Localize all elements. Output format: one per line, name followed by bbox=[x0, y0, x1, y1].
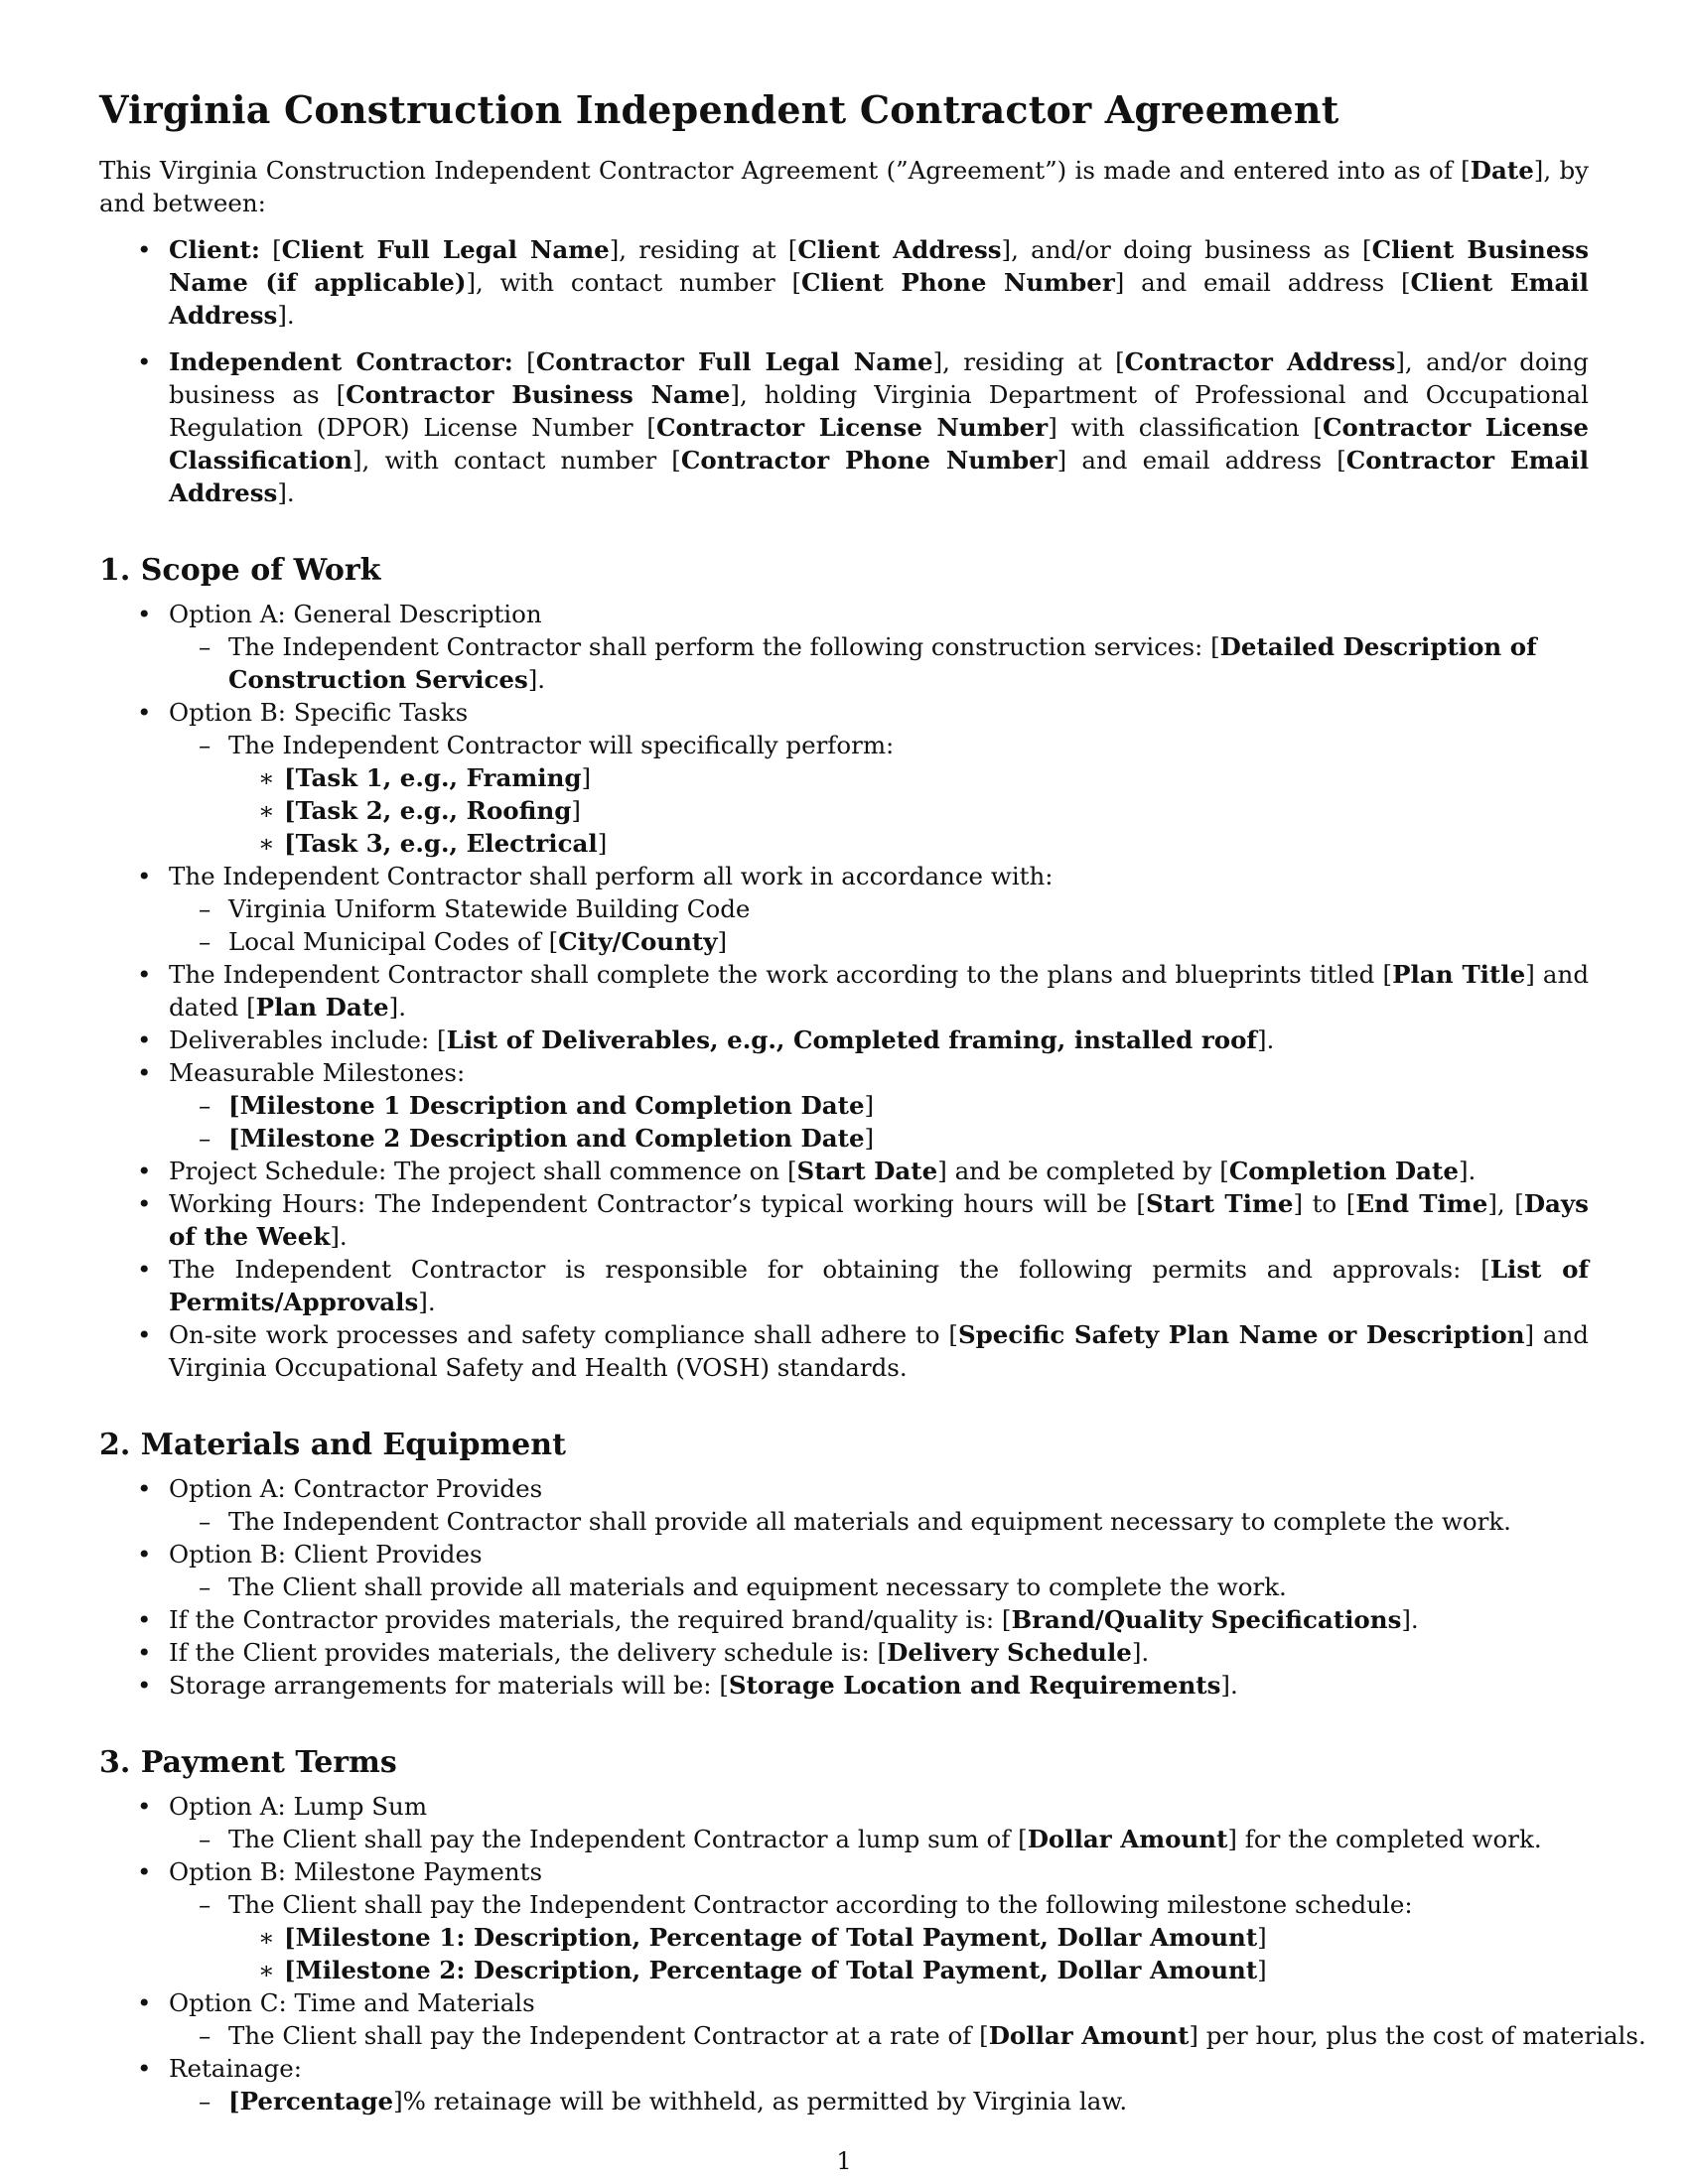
list-item: • The Independent Contractor is responsible for obtaining the following permits and approvals: [List of Permits/Approvals]. bbox=[99, 1253, 1589, 1318]
parties-list bbox=[99, 233, 1589, 509]
list-item: • On-site work processes and safety compliance shall adhere to [Specific Safety Plan Name or Description] and Virginia Occupational Safety and Health (VOSH) standards. bbox=[99, 1318, 1589, 1384]
payment-milestone-item: ∗ [Milestone 1: Description, Percentage of Total Payment, Dollar Amount] bbox=[228, 1921, 1589, 1954]
list-item: • If the Contractor provides materials, the required brand/quality is: [Brand/Quality Specifications]. bbox=[99, 1603, 1589, 1636]
task-item: ∗ [Task 2, e.g., Roofing] bbox=[228, 794, 1589, 827]
list-item: – The Independent Contractor shall provide all materials and equipment necessary to complete the work. bbox=[167, 1505, 1589, 1538]
list-item: • Option B: Specific Tasks – The Independent Contractor will specifically perform: ∗ [Task 1, e.g., Framing] ∗ [Task 2, e.g., Roofing] ∗ [Task 3, e.g., Electrical] bbox=[99, 696, 1589, 860]
task-item: ∗ [Task 1, e.g., Framing] bbox=[228, 761, 1589, 794]
list-item: – The Independent Contractor shall perform the following construction services: [Detailed Description of Construction Services]. bbox=[167, 630, 1589, 696]
list-item: • Option B: Client Provides – The Client shall provide all materials and equipment necessary to complete the work. bbox=[99, 1538, 1589, 1603]
milestone-item: – [Milestone 1 Description and Completion Date] bbox=[167, 1089, 1589, 1122]
document-page bbox=[99, 87, 1646, 2117]
list-item: • The Independent Contractor shall perform all work in accordance with: – Virginia Uniform Statewide Building Code – Local Municipal Codes of [City/County] bbox=[99, 860, 1589, 958]
list-item: • Retainage: – [Percentage]% retainage will be withheld, as permitted by Virginia law. bbox=[99, 2052, 1589, 2117]
list-item: • Option C: Time and Materials – The Client shall pay the Independent Contractor at a rate of [Dollar Amount] per hour, plus the cost of materials. bbox=[99, 1986, 1589, 2052]
materials-list bbox=[99, 1472, 1589, 1702]
list-item: – The Client shall provide all materials and equipment necessary to complete the work. bbox=[167, 1570, 1589, 1603]
list-item: – The Independent Contractor will specifically perform: ∗ [Task 1, e.g., Framing] ∗ [Task 2, e.g., Roofing] ∗ [Task 3, e.g., Electrical] bbox=[167, 729, 1589, 860]
list-item: – The Client shall pay the Independent Contractor at a rate of [Dollar Amount] per hour, plus the cost of materials. bbox=[167, 2019, 1589, 2052]
list-item: • If the Client provides materials, the delivery schedule is: [Delivery Schedule]. bbox=[99, 1636, 1589, 1669]
page-number: 1 bbox=[836, 2147, 852, 2175]
list-item: – The Client shall pay the Independent Contractor a lump sum of [Dollar Amount] for the completed work. bbox=[167, 1823, 1589, 1855]
list-item: – The Client shall pay the Independent Contractor according to the following milestone schedule: ∗ [Milestone 1: Description, Percentage of Total Payment, Dollar Amount] ∗ [Milestone 2: Description, Percentage of Total Payment, Dollar Amount] bbox=[167, 1888, 1589, 1986]
section-heading-materials: 2. Materials and Equipment bbox=[99, 1428, 566, 1462]
list-item: • Project Schedule: The project shall commence on [Start Date] and be completed by [Completion Date]. bbox=[99, 1155, 1589, 1187]
scope-list bbox=[99, 598, 1589, 1384]
list-item: • Option B: Milestone Payments – The Client shall pay the Independent Contractor according to the following milestone schedule: ∗ [Milestone 1: Description, Percentage of Total Payment, Dollar Amount] ∗ [Milestone 2: Description, Percentage of Total Payment, Dollar Amount] bbox=[99, 1855, 1589, 1986]
list-item: – [Percentage]% retainage will be withheld, as permitted by Virginia law. bbox=[167, 2085, 1589, 2117]
list-item: – Virginia Uniform Statewide Building Code bbox=[167, 892, 1589, 925]
list-item: • Working Hours: The Independent Contractor’s typical working hours will be [Start Time] to [End Time], [Days of the Week]. bbox=[99, 1187, 1589, 1253]
document-title: Virginia Construction Independent Contractor Agreement bbox=[99, 87, 1339, 132]
list-item: • Option A: General Description – The Independent Contractor shall perform the following construction services: [Detailed Description of Construction Services]. bbox=[99, 598, 1589, 696]
party-contractor: • Independent Contractor: [Contractor Full Legal Name], residing at [Contractor Address], and/or doing business as [Contractor Business Name], holding Virginia Department of Professional and Occupational Regulation (DPOR) License Number [Contractor License Number] with classification [Contractor License Classification], with contact number [Contractor Phone Number] and email address [Contractor Email Address]. bbox=[99, 345, 1589, 509]
list-item: • Measurable Milestones: – [Milestone 1 Description and Completion Date] – [Milestone 2 Description and Completion Date] bbox=[99, 1056, 1589, 1155]
list-item: • Option A: Lump Sum – The Client shall pay the Independent Contractor a lump sum of [Dollar Amount] for the completed work. bbox=[99, 1790, 1589, 1855]
list-item: • The Independent Contractor shall complete the work according to the plans and blueprints titled [Plan Title] and dated [Plan Date]. bbox=[99, 958, 1589, 1024]
intro-paragraph: This Virginia Construction Independent Contractor Agreement (”Agreement”) is made and entered into as of [Date], by and between: bbox=[99, 156, 1589, 217]
payment-list bbox=[99, 1790, 1646, 2117]
list-item: – Local Municipal Codes of [City/County] bbox=[167, 925, 1589, 958]
payment-milestone-item: ∗ [Milestone 2: Description, Percentage of Total Payment, Dollar Amount] bbox=[228, 1954, 1589, 1986]
milestone-item: – [Milestone 2 Description and Completion Date] bbox=[167, 1122, 1589, 1155]
section-heading-scope: 1. Scope of Work bbox=[99, 553, 381, 588]
section-heading-payment: 3. Payment Terms bbox=[99, 1745, 397, 1780]
list-item: • Deliverables include: [List of Deliverables, e.g., Completed framing, installed roof]. bbox=[99, 1024, 1589, 1056]
task-item: ∗ [Task 3, e.g., Electrical] bbox=[228, 827, 1589, 860]
list-item: • Option A: Contractor Provides – The Independent Contractor shall provide all materials and equipment necessary to complete the work. bbox=[99, 1472, 1589, 1538]
party-client: • Client: [Client Full Legal Name], residing at [Client Address], and/or doing business as [Client Business Name (if applicable)], with contact number [Client Phone Number] and email address [Client Email Address]. bbox=[99, 233, 1589, 332]
list-item: • Storage arrangements for materials will be: [Storage Location and Requirements]. bbox=[99, 1669, 1589, 1702]
